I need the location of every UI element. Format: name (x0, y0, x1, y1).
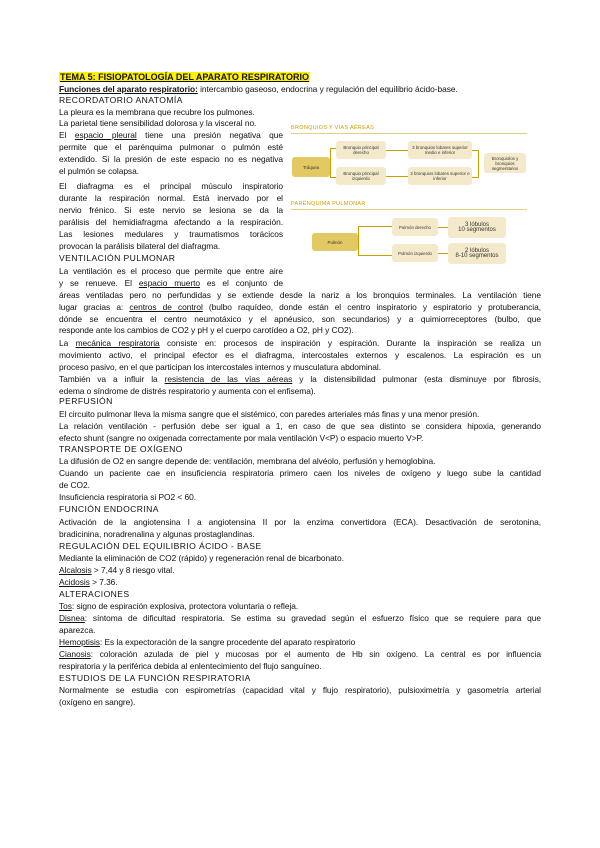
right-lobes-label: 3 lóbulos (464, 221, 490, 228)
text-line: (oxígeno en sangre). (59, 697, 136, 707)
connector (438, 227, 448, 228)
text-line: y se renueve. El espacio muerto es el conjunto de (59, 278, 283, 288)
text-line: Mediante la eliminación de CO2 (rápido) y regeneración renal de bicarbonato. (59, 553, 344, 563)
text-line: Acidosis > 7.36. (59, 577, 118, 587)
functions-label: Funciones del aparato respiratorio: (59, 84, 198, 94)
text-line: aparezca. (59, 625, 96, 635)
section-transport: TRANSPORTE DE OXÍGENO (59, 444, 183, 454)
text-line: permite que el parénquima pulmonar o pulmón esté (59, 142, 283, 152)
bronchus-left-box: Bronquio principal izquierdo (336, 167, 386, 185)
diagram-heading-parenchyma: PARÉNQUIMA PULMONAR (291, 201, 366, 207)
text-line: provocan la parálisis bilateral del diafragma. (59, 241, 221, 251)
text-line: proceso pasivo, en el que participan los intercostales internos y musculatura abdominal. (59, 362, 381, 372)
diagram-heading-airways: BRONQUIOS Y VÍAS AÉREAS (291, 125, 375, 131)
text-line: Tos: signo de espiración explosiva, protectora voluntaria o refleja. (59, 601, 299, 611)
right-lobes-box (448, 217, 506, 238)
text-line: responde ante los cambios de CO2 y pH y el cuerpo carotídeo a O2, pH y CO2). (59, 325, 354, 335)
text-line: edema o síndrome de distrés respiratorio y aumenta con el enfisema). (59, 386, 316, 396)
section-acidbase: REGULACIÓN DEL EQUILIBRIO ÁCIDO - BASE (59, 541, 262, 551)
connector (358, 226, 393, 256)
section-anatomy: RECORDATORIO ANATOMÍA (59, 95, 183, 105)
text-line: La relación ventilación - perfusión debe ser igual a 1, en caso de que sea distinto se considera hipoxia, generando (59, 421, 541, 431)
connector (438, 253, 448, 254)
text-line: El circuito pulmonar lleva la misma sangre que el sistémico, con paredes arteriales más finas y una menor presión. (59, 409, 480, 419)
text-line: durante la respiración normal. Está inervado por el (59, 193, 283, 203)
section-endocrine: FUNCIÓN ENDOCRINA (59, 504, 159, 514)
text-line: Alcalosis > 7,44 y 8 riesgo vital. (59, 565, 175, 575)
right-segments-label: 10 segmentos (458, 226, 496, 233)
text-line: nervio frénico. Si este nervio se lesiona se da la (59, 205, 283, 215)
text-line: La ventilación es el proceso que permite que entre aire (59, 266, 283, 276)
text-line: Normalmente se estudia con espirometrías (capacidad vital y flujo respiratorio), pulsioximetría y gasometría arterial (59, 685, 541, 695)
text-line: Cuando un paciente cae en insuficiencia respiratoria primero caen los niveles de oxígeno y luego sube la cantidad (59, 468, 541, 478)
section-studies: ESTUDIOS DE LA FUNCIÓN RESPIRATORIA (59, 673, 251, 683)
text-line: La mecánica respiratoria consiste en: procesos de inspiración y espiración. Durante la inspiración se realiza un (59, 338, 541, 348)
text-line: La parietal tiene sensibilidad dolorosa y la visceral no. (59, 118, 257, 128)
text-line: bradicinina, noradrenalina y algunas prostaglandinas. (59, 529, 255, 539)
text-line: Las lesiones medulares y traumatismos torácicos (59, 229, 283, 239)
text-line: parálisis del hemidiafragma afectando a la respiración. (59, 217, 283, 227)
bronchus-right-box: Bronquio principal derecho (336, 141, 386, 159)
section-ventilation: VENTILACIÓN PULMONAR (59, 253, 176, 263)
lobar-left-box: 2 bronquios lobares superior e inferior (408, 167, 472, 185)
left-lobes-box (448, 243, 506, 264)
text-line: La pleura es la membrana que recubre los pulmones. (59, 107, 255, 117)
text-line: La difusión de O2 en sangre depende de: ventilación, membrana del alvéolo, perfusión y hemoglobina. (59, 456, 436, 466)
connector (386, 176, 408, 177)
text-line: lugar gracias a: centros de control (bulbo raquídeo, donde están el centro inspiratorio y espiratorio y protuberancia, (59, 302, 541, 312)
lung-left-box: Pulmón izquierdo (392, 244, 438, 262)
divider (291, 133, 527, 134)
lung-box: Pulmón (312, 233, 358, 251)
text-line: el pulmón se colapsa. (59, 166, 139, 176)
text-line: El diafragma es el principal músculo inspiratorio (59, 181, 283, 191)
section-perfusion: PERFUSIÓN (59, 396, 113, 406)
text-line: respiratoria y la periférica debida al enlentecimiento del flujo sanguíneo. (59, 661, 322, 671)
functions-text: intercambio gaseoso, endocrina y regulación del equilibrio ácido-base. (197, 84, 458, 94)
text-line: Hemoptisis: Es la expectoración de la sangre procedente del aparato respiratorio (59, 637, 356, 647)
text-line: movimiento activo, el principal efector es el diafragma, intercostales externos y escalenos. La espiración es un (59, 350, 541, 360)
lobar-right-box: 3 bronquios lobares superior medio e inferior (408, 141, 472, 159)
functions-line (59, 84, 458, 94)
trachea-box: Tráquea (292, 157, 330, 177)
lung-right-box: Pulmón derecho (392, 218, 438, 236)
section-alterations: ALTERACIONES (59, 589, 130, 599)
text-line: Disnea: síntoma de dificultad respiratoria. Se estima su gravedad según el esfuerzo físico que se requiere para que (59, 613, 541, 623)
document-title: TEMA 5: FISIOPATOLOGÍA DEL APARATO RESPIRATORIO (60, 72, 310, 82)
text-line: También va a influir la resistencia de las vías aéreas y la distensibilidad pulmonar (esta disminuye por fibrosis, (59, 374, 541, 384)
text-line: efecto shunt (sangre no oxigenada correctamente por mala ventilación V<P) o espacio muerto V>P. (59, 433, 424, 443)
text-line: El espacio pleural tiene una presión negativa que (59, 130, 283, 140)
text-line: Activación de la angiotensina I a angiotensina II por la enzima convertidora (ECA). Desactivación de serotonina, (59, 517, 541, 527)
connector (386, 150, 408, 151)
left-lobes-label: 2 lóbulos (464, 247, 490, 254)
text-line: de CO2. (59, 480, 90, 490)
text-line: áreas ventiladas pero no perfundidas y se extiende desde la nariz a los bronquios terminales. La ventilación tiene (59, 290, 541, 300)
segmental-box: Bronquiolos y bronquios segmentarios (484, 153, 526, 173)
text-line: extendido. Si la presión de este espacio no es negativa (59, 154, 283, 164)
text-line: Cianosis: coloración azulada de piel y mucosas por el aumento de Hb sin oxígeno. La central es por influencia (59, 649, 541, 659)
connector (472, 150, 479, 178)
text-line: Insuficiencia respiratoria si PO2 < 60. (59, 492, 197, 502)
divider (291, 209, 527, 210)
anatomy-diagram (288, 120, 530, 272)
text-line: dónde se encuentra el centro neumotáxico y el apnéusico, son secundarios) y a quimiorreceptores (bulbo, que (59, 314, 541, 324)
left-segments-label: 8-10 segmentos (455, 252, 499, 259)
